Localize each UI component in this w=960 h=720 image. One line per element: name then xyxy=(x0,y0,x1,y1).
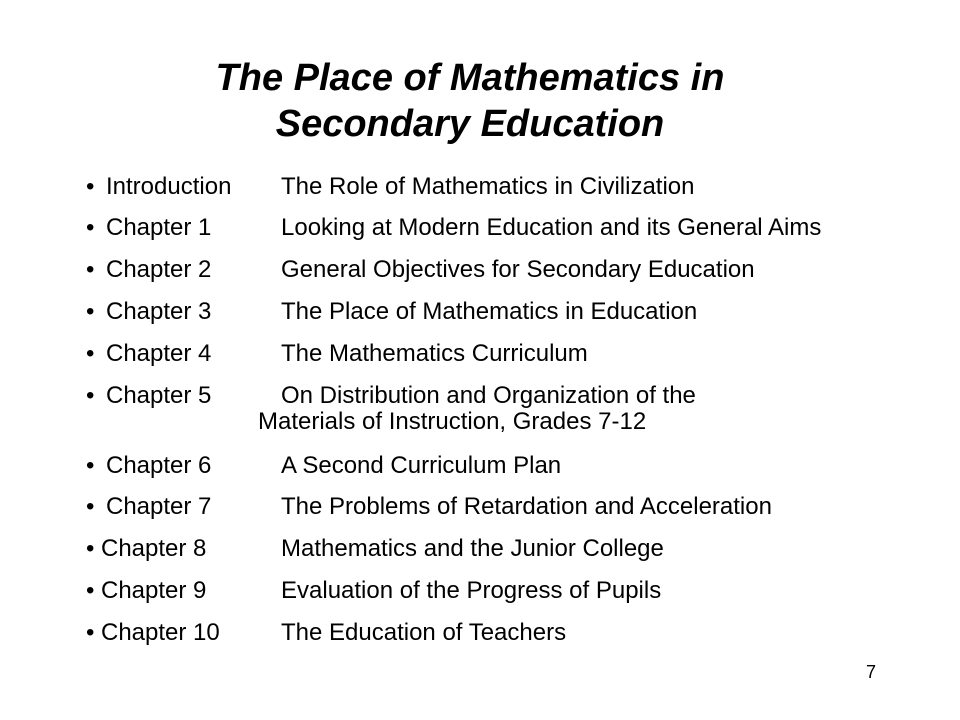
toc-item-label: Introduction xyxy=(106,173,232,200)
slide-title-line-1: The Place of Mathematics in xyxy=(215,57,725,99)
bullet-icon: • xyxy=(86,619,95,646)
toc-item-chapter-1 xyxy=(0,213,940,243)
bullet-icon: • xyxy=(86,173,95,200)
toc-item-title: The Role of Mathematics in Civilization xyxy=(281,173,695,200)
toc-item-label: Chapter 7 xyxy=(106,493,212,520)
bullet-icon: • xyxy=(86,577,95,604)
toc-item-title-continued: Materials of Instruction, Grades 7-12 xyxy=(258,408,647,435)
toc-item-title: The Problems of Retardation and Acceleration xyxy=(281,493,772,520)
bullet-icon: • xyxy=(86,452,95,479)
toc-item-title: A Second Curriculum Plan xyxy=(281,452,562,479)
toc-item-label: Chapter 2 xyxy=(106,256,212,283)
toc-item-introduction xyxy=(0,172,940,202)
bullet-icon: • xyxy=(86,340,95,367)
page-number: 7 xyxy=(866,662,877,682)
toc-item-chapter-6 xyxy=(0,451,940,481)
toc-item-title: The Place of Mathematics in Education xyxy=(281,298,698,325)
bullet-icon: • xyxy=(86,535,95,562)
toc-item-label: Chapter 5 xyxy=(106,382,212,409)
toc-item-chapter-8 xyxy=(0,534,940,564)
toc-item-title: Mathematics and the Junior College xyxy=(281,535,664,562)
toc-item-chapter-3 xyxy=(0,297,940,327)
slide-title-line-2: Secondary Education xyxy=(275,103,665,145)
toc-item-label: Chapter 6 xyxy=(106,452,212,479)
toc-item-chapter-7 xyxy=(0,492,940,522)
toc-item-label: Chapter 9 xyxy=(101,577,207,604)
toc-item-chapter-4 xyxy=(0,339,940,369)
toc-item-label: Chapter 4 xyxy=(106,340,212,367)
toc-item-chapter-5 xyxy=(0,381,940,441)
toc-item-chapter-2 xyxy=(0,255,940,285)
bullet-icon: • xyxy=(86,382,95,409)
toc-item-label: Chapter 10 xyxy=(101,619,220,646)
toc-item-title: Looking at Modern Education and its General Aims xyxy=(281,214,822,241)
bullet-icon: • xyxy=(86,214,95,241)
toc-item-label: Chapter 3 xyxy=(106,298,212,325)
bullet-icon: • xyxy=(86,493,95,520)
toc-item-title: On Distribution and Organization of the xyxy=(281,382,696,409)
toc-item-chapter-10 xyxy=(0,618,940,648)
bullet-icon: • xyxy=(86,256,95,283)
toc-item-title: The Mathematics Curriculum xyxy=(281,340,588,367)
toc-item-label: Chapter 8 xyxy=(101,535,207,562)
toc-item-chapter-9 xyxy=(0,576,940,606)
toc-item-title: The Education of Teachers xyxy=(281,619,567,646)
bullet-icon: • xyxy=(86,298,95,325)
toc-item-label: Chapter 1 xyxy=(106,214,212,241)
toc-item-title: Evaluation of the Progress of Pupils xyxy=(281,577,662,604)
toc-item-title: General Objectives for Secondary Education xyxy=(281,256,755,283)
